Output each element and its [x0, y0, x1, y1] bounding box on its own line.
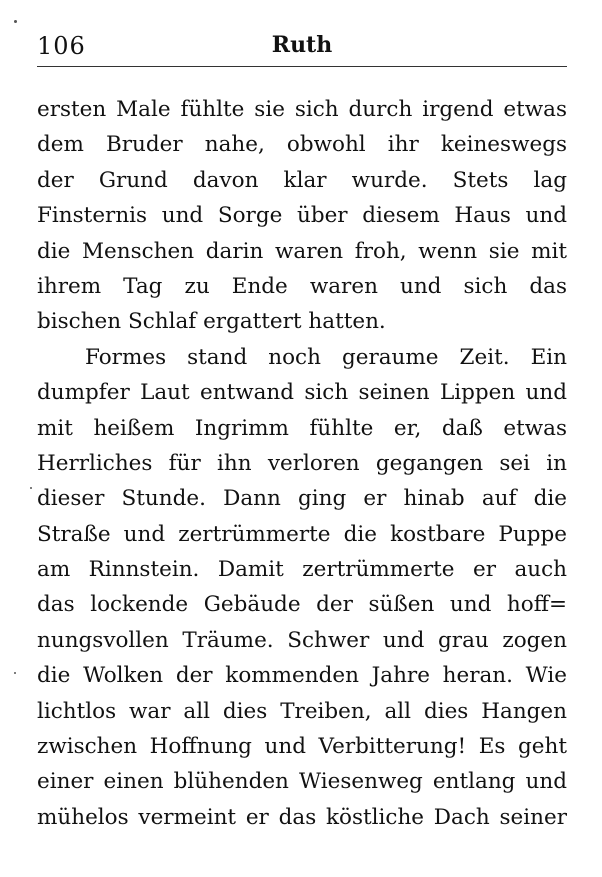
text-line: einer einen blühenden Wiesenweg entlang und	[37, 769, 567, 795]
text-line: die Wolken der kommenden Jahre heran. Wie	[37, 663, 567, 689]
print-speck	[14, 672, 16, 674]
text-line: das lockende Gebäude der süßen und hoff=	[37, 592, 567, 618]
text-line: lichtlos war all dies Treiben, all dies Hangen	[37, 698, 567, 724]
body-text	[37, 92, 567, 835]
text-line: ersten Male fühlte sie sich durch irgend etwas	[37, 97, 567, 122]
text-line: Formes stand noch geraume Zeit. Ein	[85, 344, 567, 370]
paragraph-1	[37, 92, 567, 340]
running-title: Ruth	[271, 32, 333, 58]
text-line: ihrem Tag zu Ende waren und sich das	[37, 273, 567, 299]
text-line: dumpfer Laut entwand sich seinen Lippen und	[37, 380, 567, 406]
text-line: mit heißem Ingrimm fühlte er, daß etwas	[37, 415, 567, 441]
text-line: nungsvollen Träume. Schwer und grau zogen	[37, 627, 567, 653]
print-speck	[14, 20, 17, 23]
text-line: dieser Stunde. Dann ging er hinab auf die	[37, 486, 567, 512]
text-line: mühelos vermeint er das köstliche Dach seiner	[37, 804, 567, 830]
print-speck	[30, 487, 32, 489]
text-line: die Menschen darin waren froh, wenn sie mit	[37, 238, 567, 264]
text-line: der Grund davon klar wurde. Stets lag	[37, 167, 567, 193]
text-line: am Rinnstein. Damit zertrümmerte er auch	[37, 557, 567, 583]
text-line: Finsternis und Sorge über diesem Haus und	[37, 203, 567, 229]
text-line: zwischen Hoffnung und Verbitterung! Es geht	[37, 734, 567, 760]
text-line: dem Bruder nahe, obwohl ihr keineswegs	[37, 132, 567, 158]
page-number: 106	[37, 32, 86, 60]
text-line: bischen Schlaf ergattert hatten.	[37, 309, 386, 335]
header-rule	[37, 66, 567, 67]
text-line: Straße und zertrümmerte die kostbare Puppe	[37, 521, 567, 547]
paragraph-2	[37, 340, 567, 835]
page-header	[37, 28, 567, 64]
text-line: Herrliches für ihn verloren gegangen sei in	[37, 450, 567, 476]
